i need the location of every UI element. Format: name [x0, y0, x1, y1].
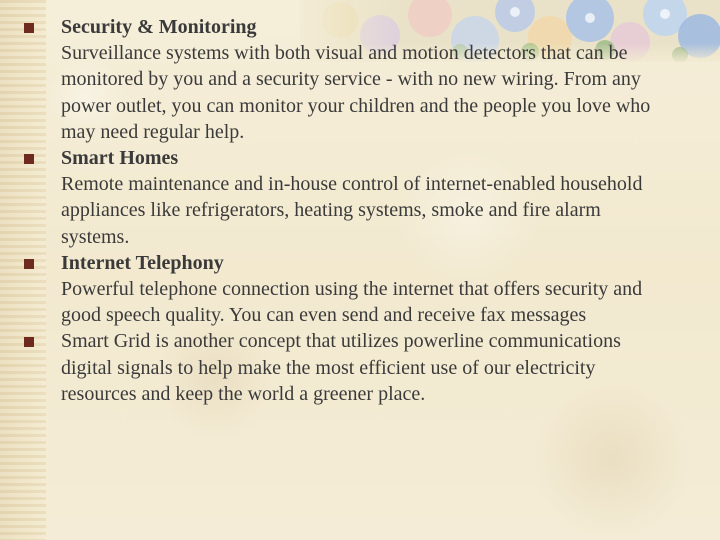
item-body: Remote maintenance and in-house control of internet-enabled household appliances like refrigerators, heating systems, smoke and fire alarm systems.: [61, 173, 643, 248]
item-body: Surveillance systems with both visual and motion detectors that can be monitored by you and a security service - with no new wiring. From any power outlet, you can monitor your children and the people you love who may need regular help.: [61, 42, 651, 143]
item-title: Internet Telephony: [61, 251, 224, 274]
item-body: Smart Grid is another concept that utilizes powerline communications digital signals to help make the most efficient use of our electricity resources and keep the world a greener place.: [61, 330, 621, 405]
bullet-list: [24, 14, 664, 407]
item-title: Smart Homes: [61, 147, 179, 170]
list-item-internet-telephony: [24, 250, 664, 329]
list-item-smart-grid: [24, 328, 664, 407]
list-item-smart-homes: [24, 145, 664, 250]
square-bullet-icon: [24, 23, 34, 33]
item-title: Security & Monitoring: [61, 16, 257, 38]
square-bullet-icon: [24, 154, 34, 164]
list-item-security-monitoring: [24, 14, 664, 145]
square-bullet-icon: [24, 259, 34, 269]
square-bullet-icon: [24, 337, 34, 347]
item-body: Powerful telephone connection using the internet that offers security and good speech quality. You can even send and receive fax messages: [61, 278, 643, 327]
